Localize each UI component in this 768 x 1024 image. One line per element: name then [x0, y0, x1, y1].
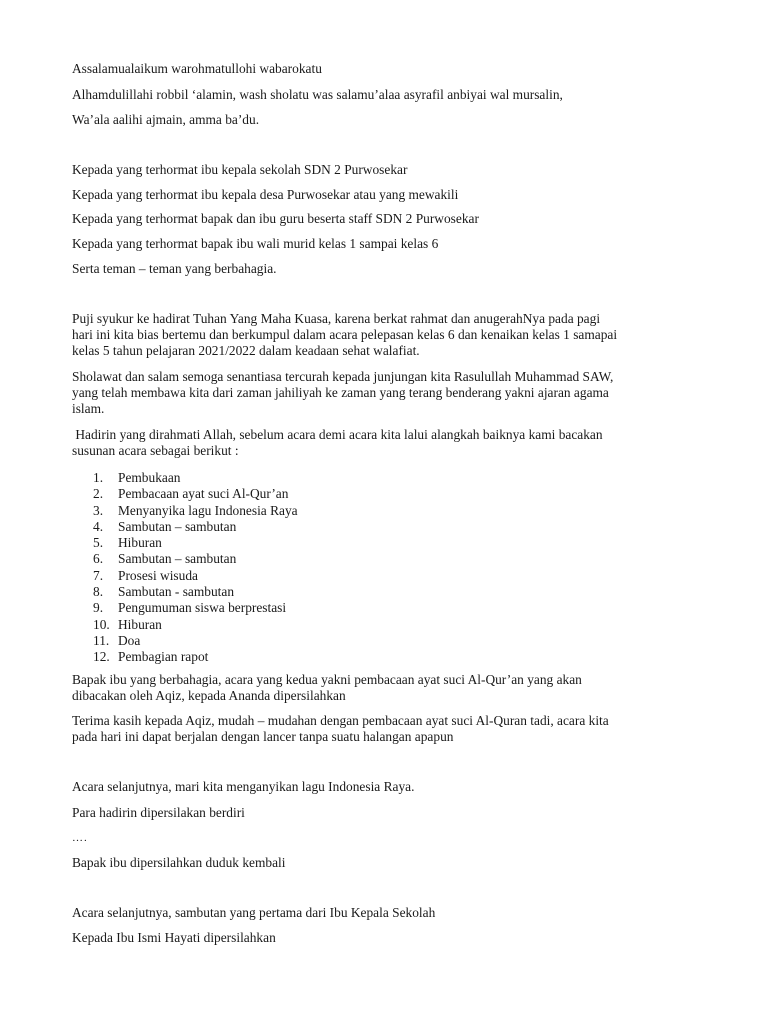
paragraph-line: Puji syukur ke hadirat Tuhan Yang Maha Kuasa, karena berkat rahmat dan anugerahNya pada pagi	[72, 311, 601, 326]
paragraph-line: Terima kasih kepada Aqiz, mudah – mudahan dengan pembacaan ayat suci Al-Quran tadi, acara kita	[72, 713, 609, 728]
salutation-line: Kepada yang terhormat ibu kepala sekolah SDN 2 Purwosekar	[72, 162, 408, 177]
agenda-item	[93, 519, 298, 535]
agenda-number: 4.	[93, 518, 104, 534]
salutation-line: Serta teman – teman yang berbahagia.	[72, 261, 277, 276]
indonesia-raya-line-4: Bapak ibu dipersilahkan duduk kembali	[72, 855, 286, 870]
agenda-number: 8.	[93, 584, 104, 600]
paragraph-line: Sholawat dan salam semoga senantiasa tercurah kepada junjungan kita Rasulullah Muhammad SAW,	[72, 369, 614, 384]
ellipsis-line: ….	[72, 832, 88, 844]
greeting-line-3: Wa’ala aalihi ajmain, amma ba’du.	[72, 112, 260, 127]
greeting-line-1: Assalamualaikum warohmatullohi wabarokatu	[72, 61, 322, 76]
agenda-number: 1.	[93, 470, 104, 485]
agenda-text: Sambutan – sambutan	[118, 518, 237, 534]
agenda-number: 2.	[93, 486, 104, 502]
agenda-item	[93, 486, 298, 502]
agenda-item	[93, 568, 298, 584]
sambutan-line-1: Acara selanjutnya, sambutan yang pertama dari Ibu Kepala Sekolah	[72, 905, 436, 920]
paragraph-line: Hadirin yang dirahmati Allah, sebelum acara demi acara kita lalui alangkah baiknya kami bacakan	[72, 427, 603, 442]
agenda-text: Hiburan	[118, 535, 162, 551]
agenda-text: Pembacaan ayat suci Al-Qur’an	[118, 486, 289, 502]
salutation-line: Kepada yang terhormat ibu kepala desa Purwosekar atau yang mewakili	[72, 187, 459, 202]
agenda-item	[93, 535, 298, 551]
agenda-text: Sambutan - sambutan	[118, 584, 235, 600]
agenda-item	[93, 633, 298, 649]
agenda-number: 3.	[93, 502, 104, 518]
agenda-item	[93, 617, 298, 633]
agenda-item	[93, 649, 298, 665]
agenda-number: 5.	[93, 535, 104, 551]
paragraph-line: yang telah membawa kita dari zaman jahiliyah ke zaman yang terang benderang yakni ajaran agama	[72, 385, 609, 400]
agenda-text: Prosesi wisuda	[118, 567, 198, 583]
paragraph-sholawat	[72, 369, 692, 417]
paragraph-line: dibacakan oleh Aqiz, kepada Ananda dipersilahkan	[72, 688, 346, 703]
agenda-text: Menyanyika lagu Indonesia Raya	[118, 502, 298, 518]
agenda-number: 12.	[93, 649, 110, 665]
agenda-text: Pembukaan	[118, 470, 181, 485]
agenda-text: Pengumuman siswa berprestasi	[118, 600, 287, 616]
paragraph-line: hari ini kita bias bertemu dan berkumpul dalam acara pelepasan kelas 6 dan kenaikan kelas 1 samapai	[72, 327, 618, 342]
agenda-item	[93, 584, 298, 600]
sambutan-line-2: Kepada Ibu Ismi Hayati dipersilahkan	[72, 930, 276, 945]
agenda-number: 7.	[93, 567, 104, 583]
salutation-line: Kepada yang terhormat bapak ibu wali murid kelas 1 sampai kelas 6	[72, 236, 439, 251]
agenda-number: 6.	[93, 551, 104, 567]
agenda-item	[93, 551, 298, 567]
agenda-number: 9.	[93, 600, 104, 616]
paragraph-line: pada hari ini dapat berjalan dengan lancer tanpa suatu halangan apapun	[72, 729, 454, 744]
paragraph-syukur	[72, 311, 692, 359]
agenda-number: 10.	[93, 616, 110, 632]
indonesia-raya-line-1: Acara selanjutnya, mari kita menganyikan lagu Indonesia Raya.	[72, 779, 415, 794]
paragraph-quran	[72, 672, 692, 704]
paragraph-line: kelas 5 tahun pelajaran 2021/2022 dalam keadaan sehat walafiat.	[72, 343, 420, 358]
agenda-number: 11.	[93, 632, 110, 648]
paragraph-terima-kasih	[72, 713, 692, 745]
agenda-text: Pembagian rapot	[118, 649, 209, 665]
paragraph-hadirin	[72, 427, 692, 459]
salutation-line: Kepada yang terhormat bapak dan ibu guru beserta staff SDN 2 Purwosekar	[72, 211, 479, 226]
indonesia-raya-line-2: Para hadirin dipersilakan berdiri	[72, 805, 245, 820]
agenda-item	[93, 470, 298, 486]
agenda-item	[93, 600, 298, 616]
agenda-text: Sambutan – sambutan	[118, 551, 237, 567]
paragraph-line: Bapak ibu yang berbahagia, acara yang kedua yakni pembacaan ayat suci Al-Qur’an yang akan	[72, 672, 582, 687]
paragraph-line: susunan acara sebagai berikut :	[72, 443, 239, 458]
greeting-line-2: Alhamdulillahi robbil ‘alamin, wash sholatu was salamu’alaa asyrafil anbiyai wal mursalin,	[72, 87, 563, 102]
paragraph-line: islam.	[72, 401, 105, 416]
agenda-text: Doa	[118, 632, 141, 648]
agenda-list	[93, 470, 298, 666]
agenda-item	[93, 503, 298, 519]
agenda-text: Hiburan	[118, 616, 162, 632]
